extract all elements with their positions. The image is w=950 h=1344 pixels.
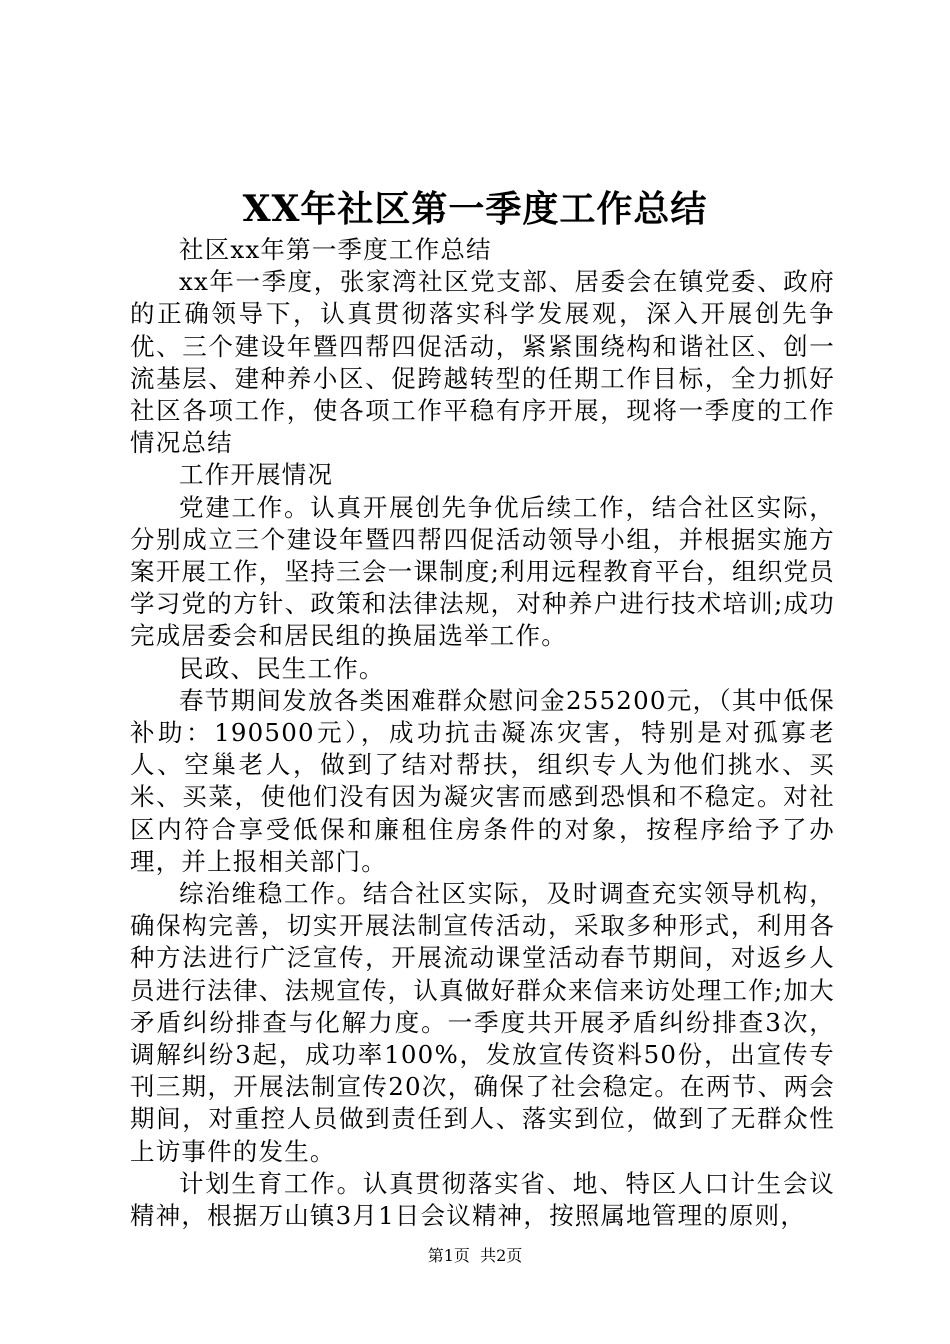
- paragraph-intro: xx年一季度，张家湾社区党支部、居委会在镇党委、政府的正确领导下，认真贯彻落实科学发展观，深入开展创先争优、三个建设年暨四帮四促活动，紧紧围绕构和谐社区、创一流基层、建种养小区、促跨越转型的任期工作目标，全力抓好社区各项工作，使各项工作平稳有序开展，现将一季度的工作情况总结: [130, 267, 835, 458]
- page-total: 共2页: [480, 1246, 523, 1265]
- document-body: [130, 234, 835, 1232]
- paragraph-section-heading: 工作开展情况: [179, 460, 334, 490]
- paragraph-subtitle: 社区xx年第一季度工作总结: [179, 235, 492, 264]
- paragraph-civil-affairs-heading: 民政、民生工作。: [179, 653, 385, 683]
- document-title: XX年社区第一季度工作总结: [242, 188, 708, 230]
- paragraph-civil-affairs: 春节期间发放各类困难群众慰问金255200元，（其中低保补助：190500元），成功抗击凝冻灾害，特别是对孤寡老人、空巢老人，做到了结对帮扶，组织专人为他们挑水、买米、买菜，使他们没有因为凝灾害而感到恐惧和不稳定。对社区内符合享受低保和廉租住房条件的对象，按程序给予了办理，并上报相关部门。: [130, 685, 835, 876]
- page-number: 第1页: [427, 1246, 470, 1265]
- paragraph-stability: 综治维稳工作。结合社区实际，及时调查充实领导机构，确保构完善，切实开展法制宣传活动，采取多种形式，利用各种方法进行广泛宣传，开展流动课堂活动春节期间，对返乡人员进行法律、法规宣传，认真做好群众来信来访处理工作;加大矛盾纠纷排查与化解力度。一季度共开展矛盾纠纷排查3次，调解纠纷3起，成功率100%，发放宣传资料50份，出宣传专刊三期，开展法制宣传20次，确保了社会稳定。在两节、两会期间，对重控人员做到责任到人、落实到位，做到了无群众性上访事件的发生。: [130, 879, 835, 1166]
- paragraph-family-planning: 计划生育工作。认真贯彻落实省、地、特区人口计生会议精神，根据万山镇3月1日会议精神，按照属地管理的原则，: [130, 1168, 835, 1231]
- paragraph-party-building: 党建工作。认真开展创先争优后续工作，结合社区实际，分别成立三个建设年暨四帮四促活动领导小组，并根据实施方案开展工作，坚持三会一课制度;利用远程教育平台，组织党员学习党的方针、政策和法律法规，对种养户进行技术培训;成功完成居委会和居民组的换届选举工作。: [130, 492, 835, 651]
- page-footer: [0, 1246, 950, 1266]
- footer-spacer: [470, 1246, 480, 1265]
